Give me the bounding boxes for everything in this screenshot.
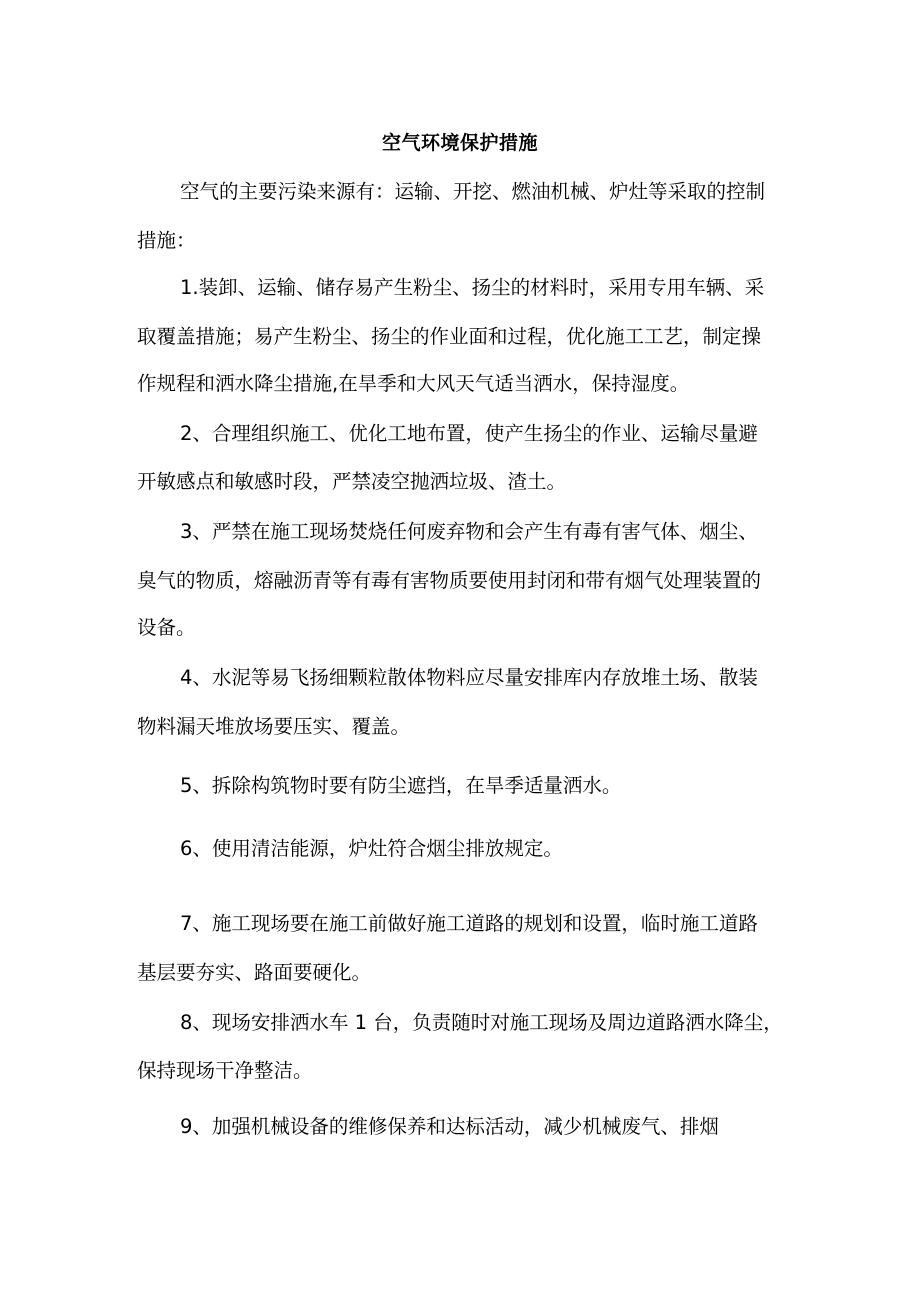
text-line: 8、现场安排洒水车 1 台，负责随时对施工现场及周边道路洒水降尘， (180, 1011, 783, 1034)
text-line: 作规程和洒水降尘措施,在旱季和大风天气适当洒水，保持湿度。 (137, 372, 690, 395)
text-line: 5、拆除构筑物时要有防尘遮挡，在旱季适量洒水。 (180, 774, 622, 797)
text-line: 1.装卸、运输、储存易产生粉尘、扬尘的材料时，采用专用车辆、采 (180, 276, 765, 299)
text-line: 2、合理组织施工、优化工地布置，使产生扬尘的作业、运输尽量避 (180, 422, 758, 445)
text-line: 物料漏天堆放场要压实、覆盖。 (137, 715, 411, 738)
text-line: 空气的主要污染来源有：运输、开挖、燃油机械、炉灶等采取的控制 (180, 180, 766, 203)
text-line: 开敏感点和敏感时段，严禁凌空抛洒垃圾、渣土。 (137, 470, 567, 493)
text-line: 6、使用清洁能源，炉灶符合烟尘排放规定。 (180, 837, 563, 860)
text-line: 取覆盖措施；易产生粉尘、扬尘的作业面和过程，优化施工工艺，制定操 (137, 325, 762, 348)
text-line: 3、严禁在施工现场焚烧任何废弃物和会产生有毒有害气体、烟尘、 (180, 520, 758, 543)
text-line: 措施： (137, 229, 196, 252)
text-line: 4、水泥等易飞扬细颗粒散体物料应尽量安排库内存放堆土场、散装 (180, 666, 758, 689)
text-line: 9、加强机械设备的维修保养和达标活动，减少机械废气、排烟 (180, 1115, 719, 1138)
text-line: 7、施工现场要在施工前做好施工道路的规划和设置，临时施工道路 (180, 912, 758, 935)
text-line: 基层要夯实、路面要硬化。 (137, 961, 372, 984)
text-line: 臭气的物质，熔融沥青等有毒有害物质要使用封闭和带有烟气处理装置的 (137, 569, 762, 592)
text-line: 保持现场干净整洁。 (137, 1059, 313, 1082)
page-title: 空气环境保护措施 (381, 132, 538, 154)
text-line: 设备。 (137, 616, 196, 639)
